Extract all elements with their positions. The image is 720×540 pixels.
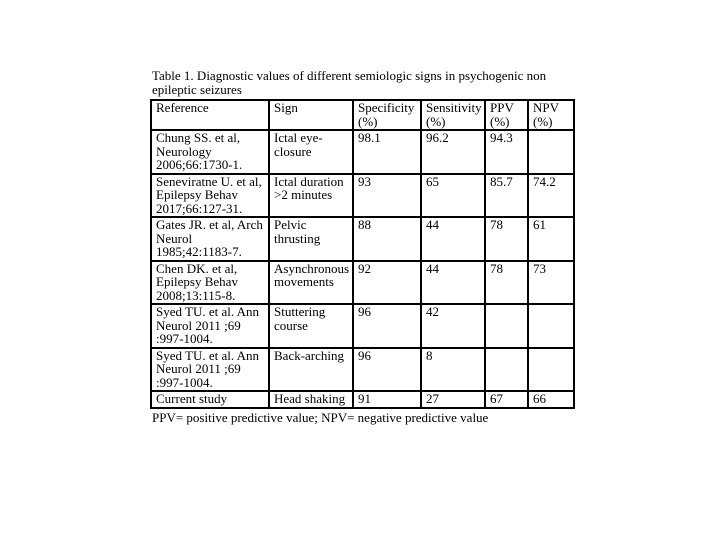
col-header-reference: Reference xyxy=(151,100,269,130)
cell-npv: 73 xyxy=(528,261,574,305)
diagnostic-values-table xyxy=(150,99,575,409)
col-header-specificity: Specificity (%) xyxy=(353,100,421,130)
table-row xyxy=(151,217,574,261)
cell-specificity: 96 xyxy=(353,348,421,392)
table-row xyxy=(151,304,574,348)
cell-specificity: 93 xyxy=(353,174,421,218)
table-block xyxy=(150,69,586,425)
cell-sign: Asynchronous movements xyxy=(269,261,353,305)
cell-npv xyxy=(528,130,574,174)
table-row xyxy=(151,130,574,174)
cell-npv: 61 xyxy=(528,217,574,261)
cell-ppv: 78 xyxy=(485,217,528,261)
cell-sign: Head shaking xyxy=(269,391,353,408)
col-header-sign: Sign xyxy=(269,100,353,130)
cell-sign: Ictal eye-closure xyxy=(269,130,353,174)
table-footnote: PPV= positive predictive value; NPV= negative predictive value xyxy=(152,409,489,425)
table-row xyxy=(151,348,574,392)
cell-ppv: 85.7 xyxy=(485,174,528,218)
cell-reference: Chen DK. et al, Epilepsy Behav 2008;13:115-8. xyxy=(151,261,269,305)
cell-sensitivity: 42 xyxy=(421,304,485,348)
cell-sensitivity: 44 xyxy=(421,217,485,261)
cell-npv xyxy=(528,348,574,392)
col-header-npv: NPV (%) xyxy=(528,100,574,130)
cell-sensitivity: 65 xyxy=(421,174,485,218)
cell-sign: Pelvic thrusting xyxy=(269,217,353,261)
cell-sign: Back-arching xyxy=(269,348,353,392)
table-title: Table 1. Diagnostic values of different semiologic signs in psychogenic non epileptic seizures xyxy=(152,68,547,97)
col-header-ppv: PPV (%) xyxy=(485,100,528,130)
cell-ppv: 94.3 xyxy=(485,130,528,174)
cell-reference: Gates JR. et al, Arch Neurol 1985;42:1183-7. xyxy=(151,217,269,261)
cell-npv: 74.2 xyxy=(528,174,574,218)
cell-reference: Syed TU. et al. Ann Neurol 2011 ;69 :997-1004. xyxy=(151,304,269,348)
cell-ppv: 78 xyxy=(485,261,528,305)
cell-reference: Syed TU. et al. Ann Neurol 2011 ;69 :997-1004. xyxy=(151,348,269,392)
cell-ppv: 67 xyxy=(485,391,528,408)
cell-specificity: 91 xyxy=(353,391,421,408)
cell-specificity: 92 xyxy=(353,261,421,305)
cell-specificity: 98.1 xyxy=(353,130,421,174)
cell-sign: Stuttering course xyxy=(269,304,353,348)
cell-ppv xyxy=(485,348,528,392)
table-row xyxy=(151,174,574,218)
cell-reference: Seneviratne U. et al, Epilepsy Behav 2017;66:127-31. xyxy=(151,174,269,218)
cell-sensitivity: 8 xyxy=(421,348,485,392)
cell-npv: 66 xyxy=(528,391,574,408)
table-row xyxy=(151,261,574,305)
cell-reference: Chung SS. et al, Neurology 2006;66:1730-1. xyxy=(151,130,269,174)
cell-sensitivity: 96.2 xyxy=(421,130,485,174)
cell-sensitivity: 27 xyxy=(421,391,485,408)
cell-reference: Current study xyxy=(151,391,269,408)
table-header-row xyxy=(151,100,574,130)
cell-ppv xyxy=(485,304,528,348)
table-row xyxy=(151,391,574,408)
cell-npv xyxy=(528,304,574,348)
cell-sign: Ictal duration >2 minutes xyxy=(269,174,353,218)
cell-specificity: 96 xyxy=(353,304,421,348)
cell-sensitivity: 44 xyxy=(421,261,485,305)
cell-specificity: 88 xyxy=(353,217,421,261)
col-header-sensitivity: Sensitivity (%) xyxy=(421,100,485,130)
